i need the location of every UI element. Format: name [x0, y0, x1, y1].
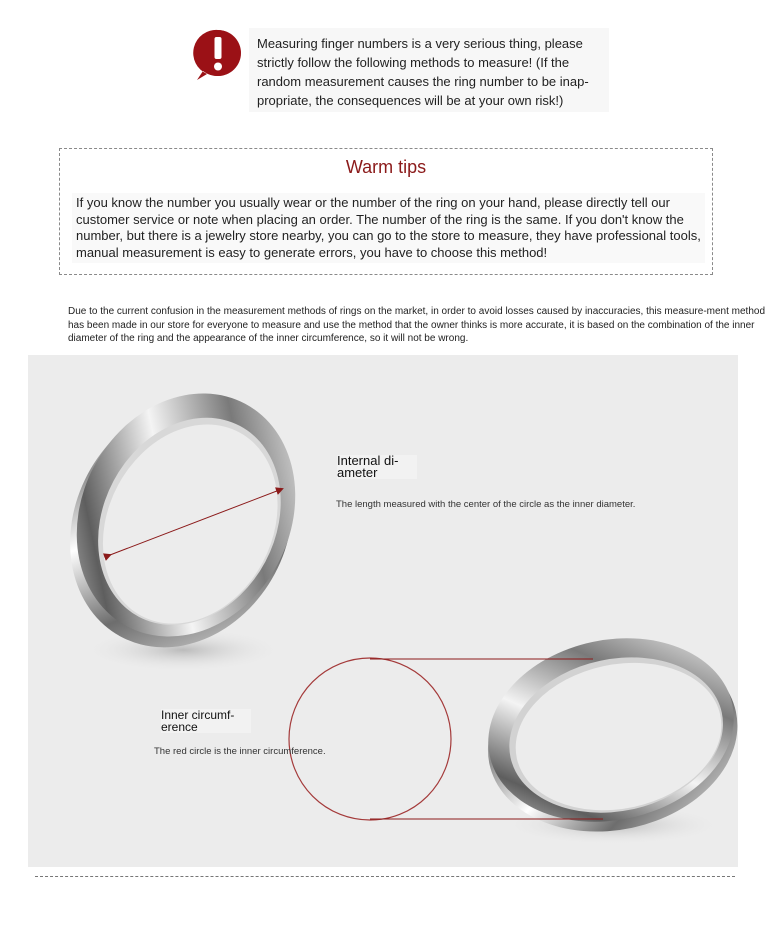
exclamation-icon	[193, 28, 243, 82]
warm-tips-body: If you know the number you usually wear or the number of the ring on your hand, please directly tell our customer service or note when placing an order. The number of the ring is the same. If you don't know the number, but there is a jewelry store nearby, you can go to the store to measure, they have professional tools, manual measurement is easy to generate errors, you have to choose this method!	[72, 193, 705, 263]
internal-diameter-label: Internal di- ameter	[337, 455, 417, 479]
inner-circumference-description: The red circle is the inner circumference.	[154, 746, 326, 757]
internal-diameter-description: The length measured with the center of the circle as the inner diameter.	[336, 499, 636, 510]
ring-illustrations	[28, 355, 738, 867]
ring-diagram-panel	[28, 355, 738, 867]
ring-bottom-illustration	[289, 616, 738, 854]
ring-top-illustration	[28, 355, 339, 687]
warm-tips-title: Warm tips	[345, 157, 427, 177]
warning-message: Measuring finger numbers is a very serious thing, please strictly follow the following methods to measure! (If the random measurement causes the ring number to be inap-propriate, the consequences will be at your own risk!)	[249, 28, 609, 112]
inner-circumference-label: Inner circumf- erence	[161, 709, 251, 733]
measurement-intro: Due to the current confusion in the measurement methods of rings on the market, in order to avoid losses caused by inaccuracies, this measure-ment method has been made in our store for everyone to measure and use the method that the owner thinks is more accurate, it is based on the combination of the inner diameter of the ring and the appearance of the inner circumference, so it will not be wrong.	[68, 306, 766, 344]
warm-tips-box	[59, 148, 713, 275]
bottom-divider	[35, 876, 735, 877]
